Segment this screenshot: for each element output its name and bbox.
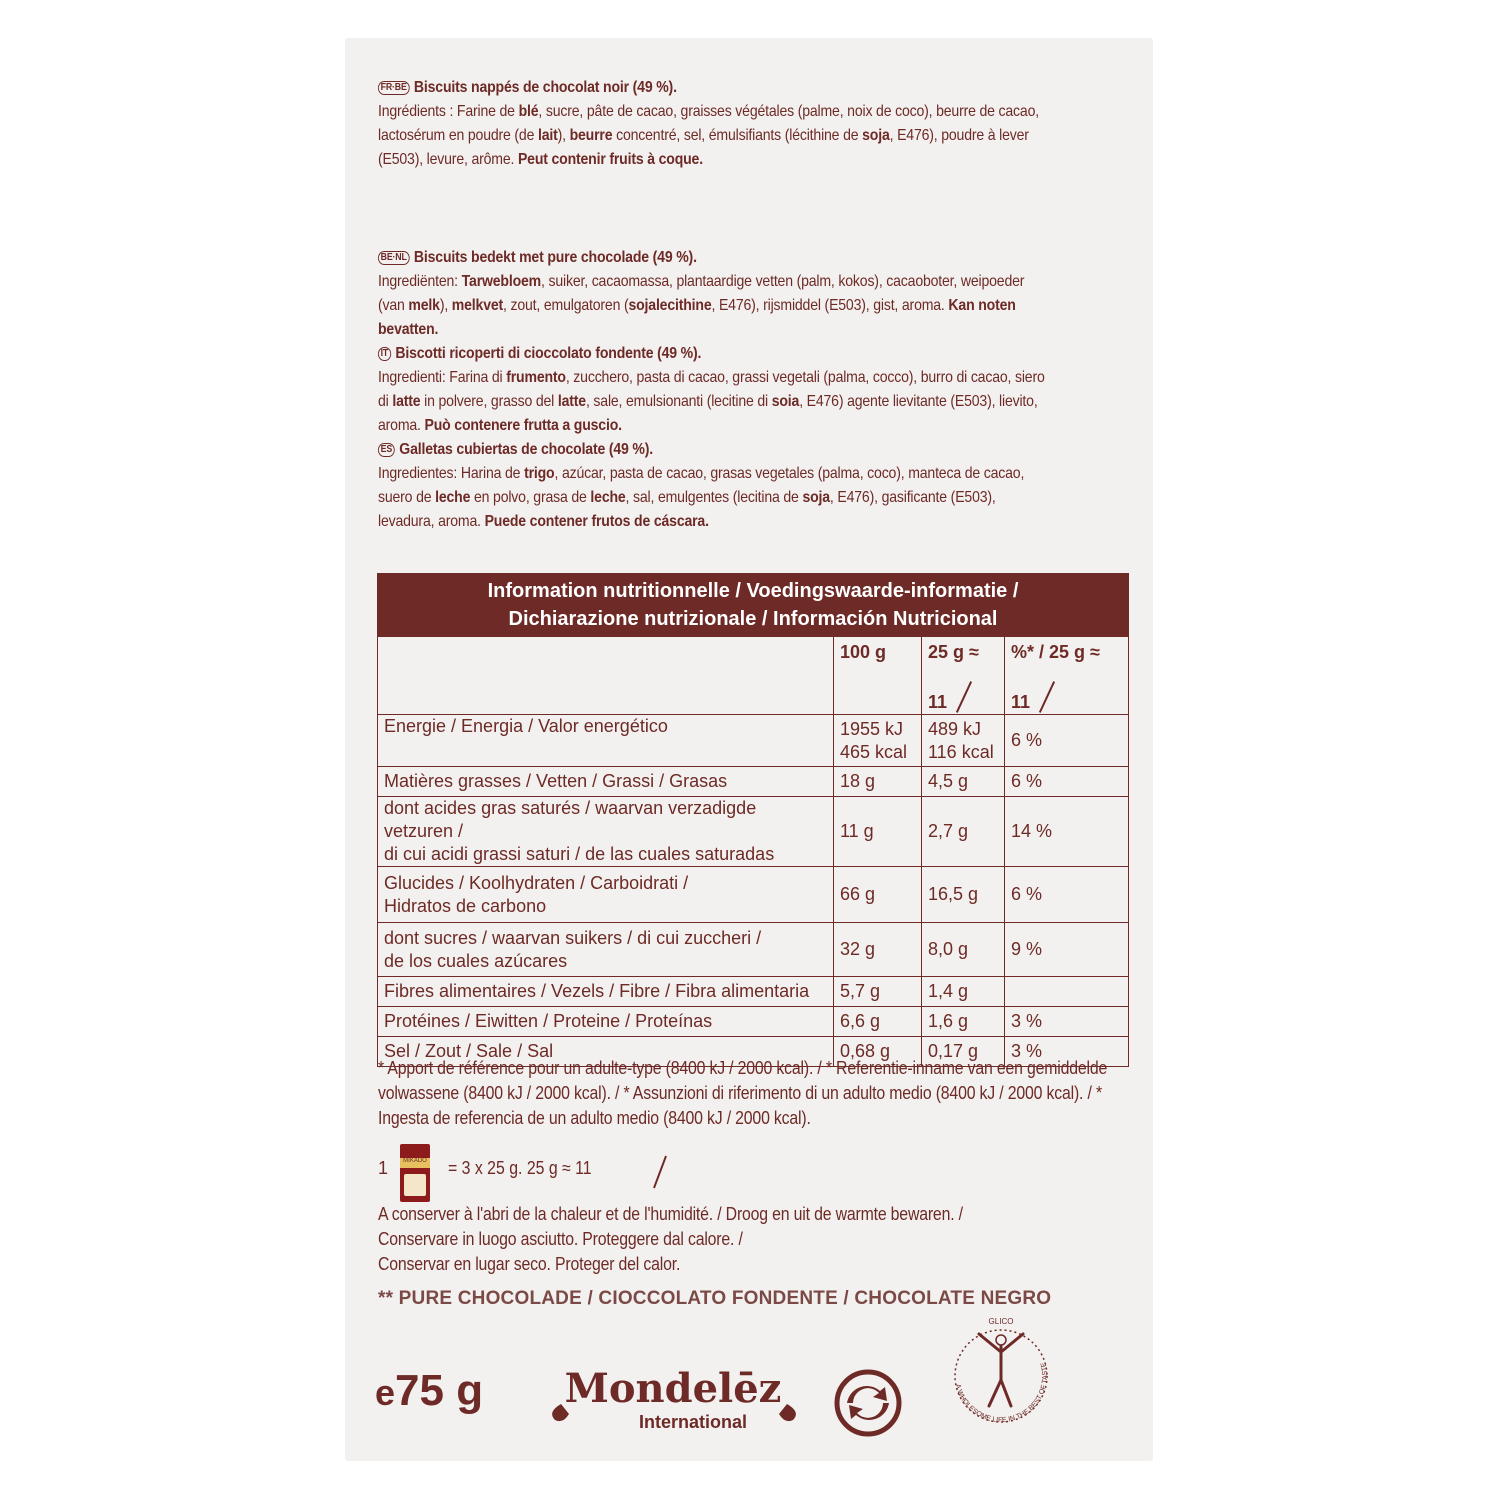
nutrition-row [378,977,1129,1007]
header-25g: 25 g ≈ 11 [922,637,1005,715]
ingredients-es-title: Galletas cubiertas de chocolate (49 %). [399,441,654,458]
value-100g: 66 g [834,867,922,923]
value-pct: 9 % [1005,923,1129,977]
mondelez-logo [543,1358,803,1438]
value-25g: 1,4 g [922,977,1005,1007]
ingredients-nl-text: Ingrediënten: Tarwebloem, suiker, cacaomassa, plantaardige vetten (palm, kokos), cacaoboter, weipoeder (van melk), melkvet, zout, emulgatoren (sojalecithine, E476), rijsmiddel (E503), gist, aroma. Kan noten bevatten. [378,273,1025,338]
nutrition-row [378,867,1129,923]
nutrition-title: Information nutritionnelle / Voedingswaarde-informatie / Dichiarazione nutrizionale / Información Nutricional [378,574,1129,637]
flag-it: IT [378,347,391,361]
svg-text:Mondelēz: Mondelēz [564,1365,782,1412]
nutrient-label: Matières grasses / Vetten / Grassi / Grasas [378,767,834,797]
nutrition-row [378,797,1129,867]
nutrient-label: Protéines / Eiwitten / Proteine / Proteínas [378,1007,834,1037]
nutrient-label: Energie / Energia / Valor energético [378,715,834,767]
value-100g: 18 g [834,767,922,797]
ingredients-nl [378,246,1047,534]
estimated-sign: e [375,1372,396,1413]
pack-label: MIKADO [400,1158,430,1168]
ingredients-es-text: Ingredientes: Harina de trigo, azúcar, pasta de cacao, grasas vegetales (palma, coco), manteca de cacao, suero de leche en polvo, grasa de leche, sal, emulgentes (lecitina de soja, E476), gasificante (E503), levadura, aroma. Puede contener frutos de cáscara. [378,465,1025,530]
value-100g: 11 g [834,797,922,867]
nutrient-label: dont acides gras saturés / waarvan verzadigde vetzuren / di cui acidi grassi saturi / de las cuales saturadas [378,797,834,867]
ingredients-fr [378,76,1047,172]
header-pct: %* / 25 g ≈ 11 [1005,637,1129,715]
flag-be-nl: BE·NL [378,251,409,265]
value-25g: 0,17 g [922,1037,1005,1067]
value-pct: 6 % [1005,767,1129,797]
flag-es: ES [378,443,395,457]
weight-value: 75 g [395,1366,484,1415]
svg-text:A WHOLESOME LIFE IN THE BEST O: A WHOLESOME LIFE IN THE BEST OF TASTE [953,1361,1050,1425]
nutrition-header-row [378,637,1129,715]
value-25g: 16,5 g [922,867,1005,923]
nutrient-label: dont sucres / waarvan suikers / di cui zuccheri / de los cuales azúcares [378,923,834,977]
value-100g: 32 g [834,923,922,977]
nutrient-label: Glucides / Koolhydraten / Carboidrati / Hidratos de carbono [378,867,834,923]
nutrition-title-row [378,574,1129,637]
glico-runner-logo [937,1306,1065,1446]
chocolate-note: ** PURE CHOCOLADE / CIOCCOLATO FONDENTE / CHOCOLATE NEGRO [378,1288,1052,1309]
biscuit-stick-icon [1039,681,1055,713]
header-100g: 100 g [834,637,922,715]
svg-text:GLICO: GLICO [988,1317,1014,1326]
biscuit-stick-icon [650,1154,670,1190]
nutrition-row [378,715,1129,767]
flag-fr-be: FR·BE [378,81,409,95]
nutrition-row [378,1007,1129,1037]
value-100g: 5,7 g [834,977,922,1007]
portion-text: = 3 x 25 g. 25 g ≈ 11 [448,1158,592,1178]
green-dot-recycle-icon [833,1368,903,1438]
value-pct: 6 % [1005,867,1129,923]
package-back-panel [345,38,1153,1461]
ingredients-it-title: Biscotti ricoperti di cioccolato fondente (49 %). [395,345,702,362]
value-100g: 6,6 g [834,1007,922,1037]
net-weight [375,1366,483,1416]
value-pct: 3 % [1005,1037,1129,1067]
value-100g: 0,68 g [834,1037,922,1067]
value-25g: 1,6 g [922,1007,1005,1037]
header-empty [378,637,834,715]
nutrient-label: Sel / Zout / Sale / Sal [378,1037,834,1067]
nutrient-label: Fibres alimentaires / Vezels / Fibre / Fibra alimentaria [378,977,834,1007]
portion-row [378,1144,778,1202]
ingredients-fr-title: Biscuits nappés de chocolat noir (49 %). [413,79,677,96]
ingredients-fr-text: Ingrédients : Farine de blé, sucre, pâte de cacao, graisses végétales (palme, noix de coco), beurre de cacao, lactosérum en poudre (de lait), beurre concentré, sel, émulsifiants (lécithine de soja, E476), poudre à lever (E503), levure, arôme. Peut contenir fruits à coque. [378,103,1039,168]
value-pct: 3 % [1005,1007,1129,1037]
value-pct: 6 % [1005,715,1129,767]
value-pct: 14 % [1005,797,1129,867]
value-pct [1005,977,1129,1007]
biscuit-stick-icon [956,681,972,713]
nutrition-table [377,573,1129,1067]
storage-text: A conserver à l'abri de la chaleur et de l'humidité. / Droog en uit de warmte bewaren. / Conservare in luogo asciutto. Proteggere dal calore. / Conservar en lugar seco. Proteger del calor. [378,1204,963,1274]
value-25g: 8,0 g [922,923,1005,977]
value-100g: 1955 kJ 465 kcal [834,715,922,767]
value-25g: 4,5 g [922,767,1005,797]
value-25g: 489 kJ 116 kcal [922,715,1005,767]
ingredients-nl-title: Biscuits bedekt met pure chocolade (49 %). [413,249,697,266]
nutrition-footnote: * Apport de référence pour un adulte-type (8400 kJ / 2000 kcal). / * Referentie-inname van een gemiddelde volwassene (8400 kJ / 2000 kcal). / * Assunzioni di riferimento di un adulto medio (8400 kJ / 2000 kcal). / * Ingesta de referencia de un adulto medio (8400 kJ / 2000 kcal). [378,1058,1108,1128]
value-25g: 2,7 g [922,797,1005,867]
ingredients-it-text: Ingredienti: Farina di frumento, zucchero, pasta di cacao, grassi vegetali (palma, cocco), burro di cacao, siero di latte in polvere, grasso del latte, sale, emulsionanti (lecitine di soia, E476) agente lievitante (E503), lievito, aroma. Può contenere frutta a guscio. [378,369,1045,434]
pack-icon [400,1144,430,1202]
portion-count: 1 [378,1158,389,1178]
nutrition-row [378,923,1129,977]
svg-text:International: International [638,1412,748,1432]
nutrition-row [378,767,1129,797]
